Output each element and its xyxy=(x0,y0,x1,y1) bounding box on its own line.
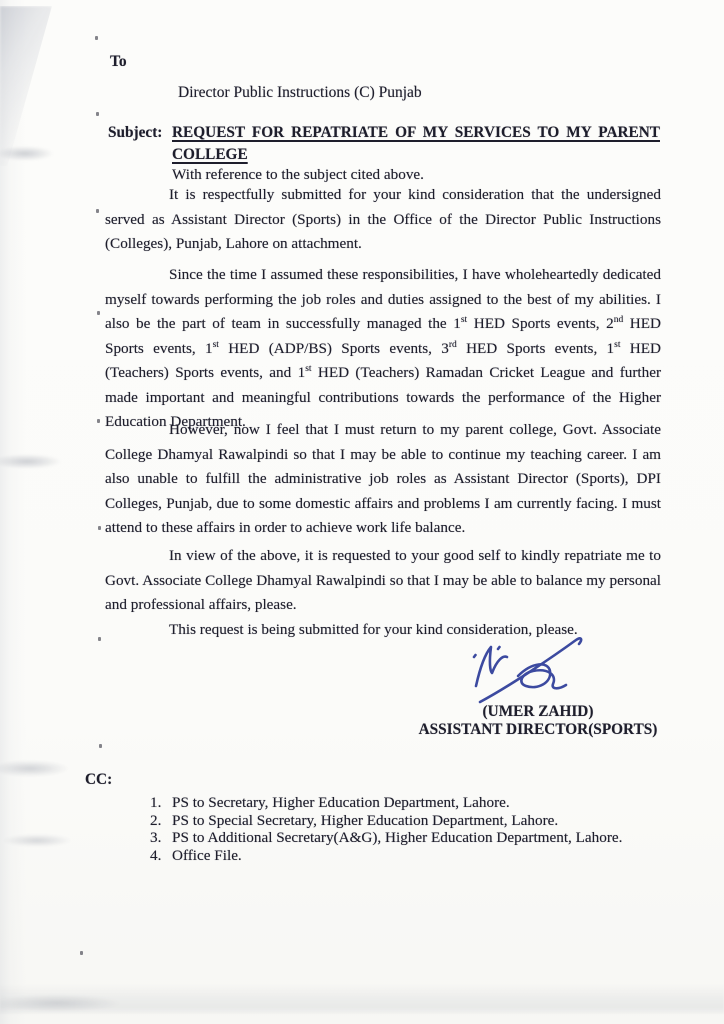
cc-item-text: PS to Special Secretary, Higher Education Department, Lahore. xyxy=(172,811,559,829)
body-paragraph-4: In view of the above, it is requested to your good self to kindly repatriate me to Govt. Associate College Dhamyal Rawalpindi so that I may be able to balance my personal and professional affairs, please. xyxy=(105,547,661,613)
scan-noise-band xyxy=(0,984,724,1014)
signatory-name: (UMER ZAHID) xyxy=(482,703,594,720)
scan-speck xyxy=(80,951,83,955)
signature-icon xyxy=(462,634,602,708)
scan-speck xyxy=(98,637,101,641)
scan-smudge xyxy=(0,454,62,469)
cc-item-text: PS to Secretary, Higher Education Department, Lahore. xyxy=(172,794,510,811)
scan-speck xyxy=(99,744,102,748)
body-paragraph-3: However, now I feel that I must return to my parent college, Govt. Associate College Dhamyal Rawalpindi so that I may be able to continue my teaching career. I am also unable to fulfill the administrative job roles as Assistant Director (Sports), DPI Colleges, Punjab, due to some domestic affairs and problems I am currently facing. I must attend to these affairs in order to achieve work life balance. xyxy=(105,421,661,536)
scan-speck xyxy=(95,36,98,40)
scan-smudge xyxy=(0,760,70,777)
scan-speck xyxy=(96,112,99,116)
scan-speck xyxy=(97,311,100,315)
signatory-block xyxy=(402,703,674,738)
cc-item-number: 4. xyxy=(150,846,162,864)
cc-item xyxy=(150,829,670,847)
cc-list xyxy=(150,794,670,864)
handwritten-signature xyxy=(462,634,602,708)
scan-speck xyxy=(97,419,100,423)
cc-item-number: 1. xyxy=(150,794,162,811)
body-paragraph-2: Since the time I assumed these responsibilities, I have wholeheartedly dedicated myself towards performing the job roles and duties assigned to the best of my abilities. I also be the part of team in successfully managed the 1st HED Sports events, 2nd HED Sports events, 1st HED (ADP/BS) Sports events, 3rd HED Sports events, 1st HED (Teachers) Sports events, and 1st HED (Teachers) Ramadan Cricket League and further made important and meaningful contributions towards the performance of the Higher Education Department. xyxy=(105,266,662,430)
scan-speck xyxy=(98,526,101,530)
cc-item xyxy=(150,812,670,830)
body-paragraph-1: It is respectfully submitted for your kind consideration that the undersigned served as Assistant Director (Sports) in the Office of the Director Public Instructions (Colleges), Punjab, Lahore on attachment. xyxy=(105,186,661,252)
cc-item-text: PS to Additional Secretary(A&G), Higher Education Department, Lahore. xyxy=(172,829,623,847)
subject-label: Subject: xyxy=(108,124,163,141)
cc-label: CC: xyxy=(85,771,113,788)
cc-item xyxy=(150,847,670,865)
body-paragraph-5: This request is being submitted for your kind consideration, please. xyxy=(169,621,578,638)
scan-smudge xyxy=(2,834,72,847)
scan-speck xyxy=(96,209,99,213)
reference-line: With reference to the subject cited above. xyxy=(172,166,424,183)
subject-title: REQUEST FOR REPATRIATE OF MY SERVICES TO MY PARENT COLLEGE xyxy=(172,124,660,163)
cc-item-number: 2. xyxy=(150,811,162,829)
signatory-title: ASSISTANT DIRECTOR(SPORTS) xyxy=(418,720,658,738)
cc-item-text: Office File. xyxy=(172,846,242,864)
to-label: To xyxy=(110,53,127,70)
recipient-line: Director Public Instructions (C) Punjab xyxy=(178,84,422,101)
scan-corner-shadow xyxy=(0,6,52,166)
scan-smudge xyxy=(0,146,54,161)
cc-item xyxy=(150,794,670,812)
cc-item-number: 3. xyxy=(150,829,162,847)
